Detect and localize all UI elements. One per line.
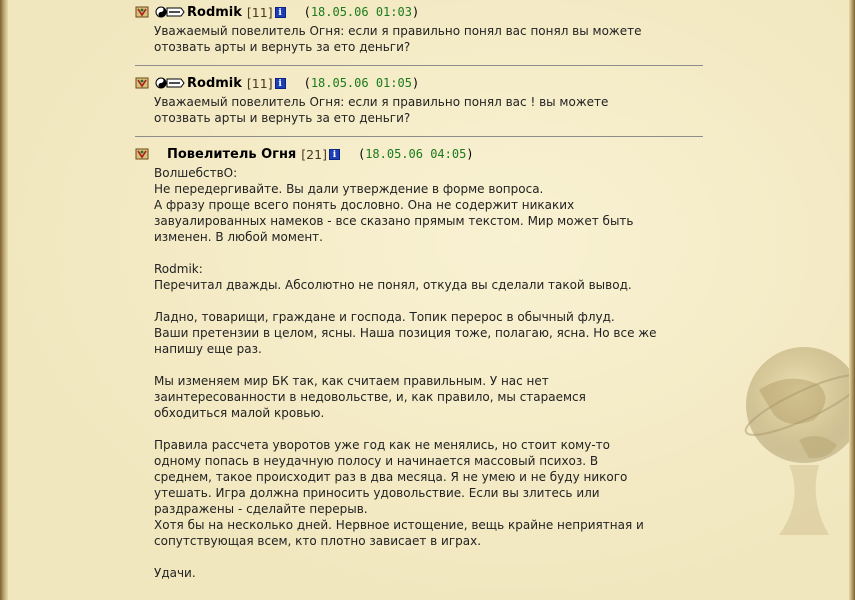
clan-emblem-icon[interactable] (135, 76, 149, 90)
post-line: Уважаемый повелитель Огня: если я правильно понял вас ! вы можете (154, 95, 609, 109)
post-line: обходиться малой кровью. (154, 406, 325, 420)
info-icon[interactable]: i (275, 7, 286, 18)
clan-emblem-icon[interactable] (135, 147, 149, 161)
post-line: отозвать арты и вернуть за ето деньги? (154, 111, 411, 125)
post-line (154, 245, 705, 261)
forum-thread (135, 3, 705, 581)
post-line: сопутствующая всем, кто плотно зависает в играх. (154, 534, 482, 548)
post-line: изменен. В любой момент. (154, 230, 323, 244)
post-line: Ваши претензии в целом, ясны. Наша позиция тоже, полагаю, ясна. Но все же (154, 326, 657, 340)
forum-post (135, 74, 705, 126)
post-line (154, 357, 705, 373)
post-header (135, 74, 705, 92)
post-line: Правила рассчета уворотов уже год как не менялись, но стоит кому-то (154, 438, 610, 452)
post-line: Не передергивайте. Вы дали утверждение в форме вопроса. (154, 182, 544, 196)
forum-post (135, 3, 705, 55)
post-author[interactable]: Rodmik (187, 75, 242, 91)
post-header (135, 145, 705, 163)
post-line (154, 293, 705, 309)
post-line: ВолшебствО: (154, 166, 238, 180)
author-level: [11] (246, 75, 273, 91)
post-timestamp: (18.05.06 01:03) (303, 5, 420, 19)
author-level: [21] (301, 146, 327, 162)
post-line: А фразу проще всего понять дословно. Она не содержит никаких (154, 198, 575, 212)
window-frame-right (849, 0, 855, 600)
window-frame-left (0, 0, 8, 600)
post-line: Ладно, товарищи, граждане и господа. Топик перерос в обычный флуд. (154, 310, 615, 324)
post-body (154, 165, 705, 581)
post-separator (135, 136, 703, 137)
forum-post (135, 145, 705, 581)
post-line: Удачи. (154, 566, 196, 580)
post-body (154, 94, 705, 126)
post-separator (135, 65, 703, 66)
yin-yang-and-sword-icon[interactable] (155, 5, 185, 19)
post-header (135, 3, 705, 21)
post-body (154, 23, 705, 55)
author-level: [11] (246, 4, 273, 20)
post-timestamp: (18.05.06 01:05) (303, 76, 420, 90)
post-line (154, 549, 705, 565)
post-line: Мы изменяем мир БК так, как считаем правильным. У нас нет (154, 374, 549, 388)
post-line: завуалированных намеков - все сказано прямым текстом. Мир может быть (154, 214, 634, 228)
post-timestamp: (18.05.06 04:05) (357, 147, 474, 161)
post-line: напишу еще раз. (154, 342, 262, 356)
post-line: Rodmik: (154, 262, 203, 276)
post-line: Перечитал дважды. Абсолютно не понял, откуда вы сделали такой вывод. (154, 278, 632, 292)
post-author[interactable]: Повелитель Огня (167, 146, 297, 162)
yin-yang-and-sword-icon[interactable] (155, 76, 185, 90)
post-line: среднем, такое происходит раз в два месяца. Я не умею и не буду никого (154, 470, 628, 484)
post-author[interactable]: Rodmik (187, 4, 242, 20)
post-line: Хотя бы на несколько дней. Нервное истощение, вещь крайне неприятная и (154, 518, 644, 532)
post-line: раздражены - сделайте перерыв. (154, 502, 368, 516)
globe-decoration-icon (719, 300, 849, 540)
post-line: отозвать арты и вернуть за ето деньги? (154, 40, 411, 54)
post-line: заинтересованности в недовольстве, и, как правило, мы стараемся (154, 390, 586, 404)
post-line: утешать. Игра должна приносить удовольствие. Если вы злитесь или (154, 486, 600, 500)
post-line: Уважаемый повелитель Огня: если я правильно понял вас понял вы можете (154, 24, 642, 38)
info-icon[interactable]: i (329, 149, 340, 160)
post-line: одному попась в неудачную полосу и начинается массовый психоз. В (154, 454, 599, 468)
clan-emblem-icon[interactable] (135, 5, 149, 19)
post-line (154, 421, 705, 437)
info-icon[interactable]: i (275, 78, 286, 89)
